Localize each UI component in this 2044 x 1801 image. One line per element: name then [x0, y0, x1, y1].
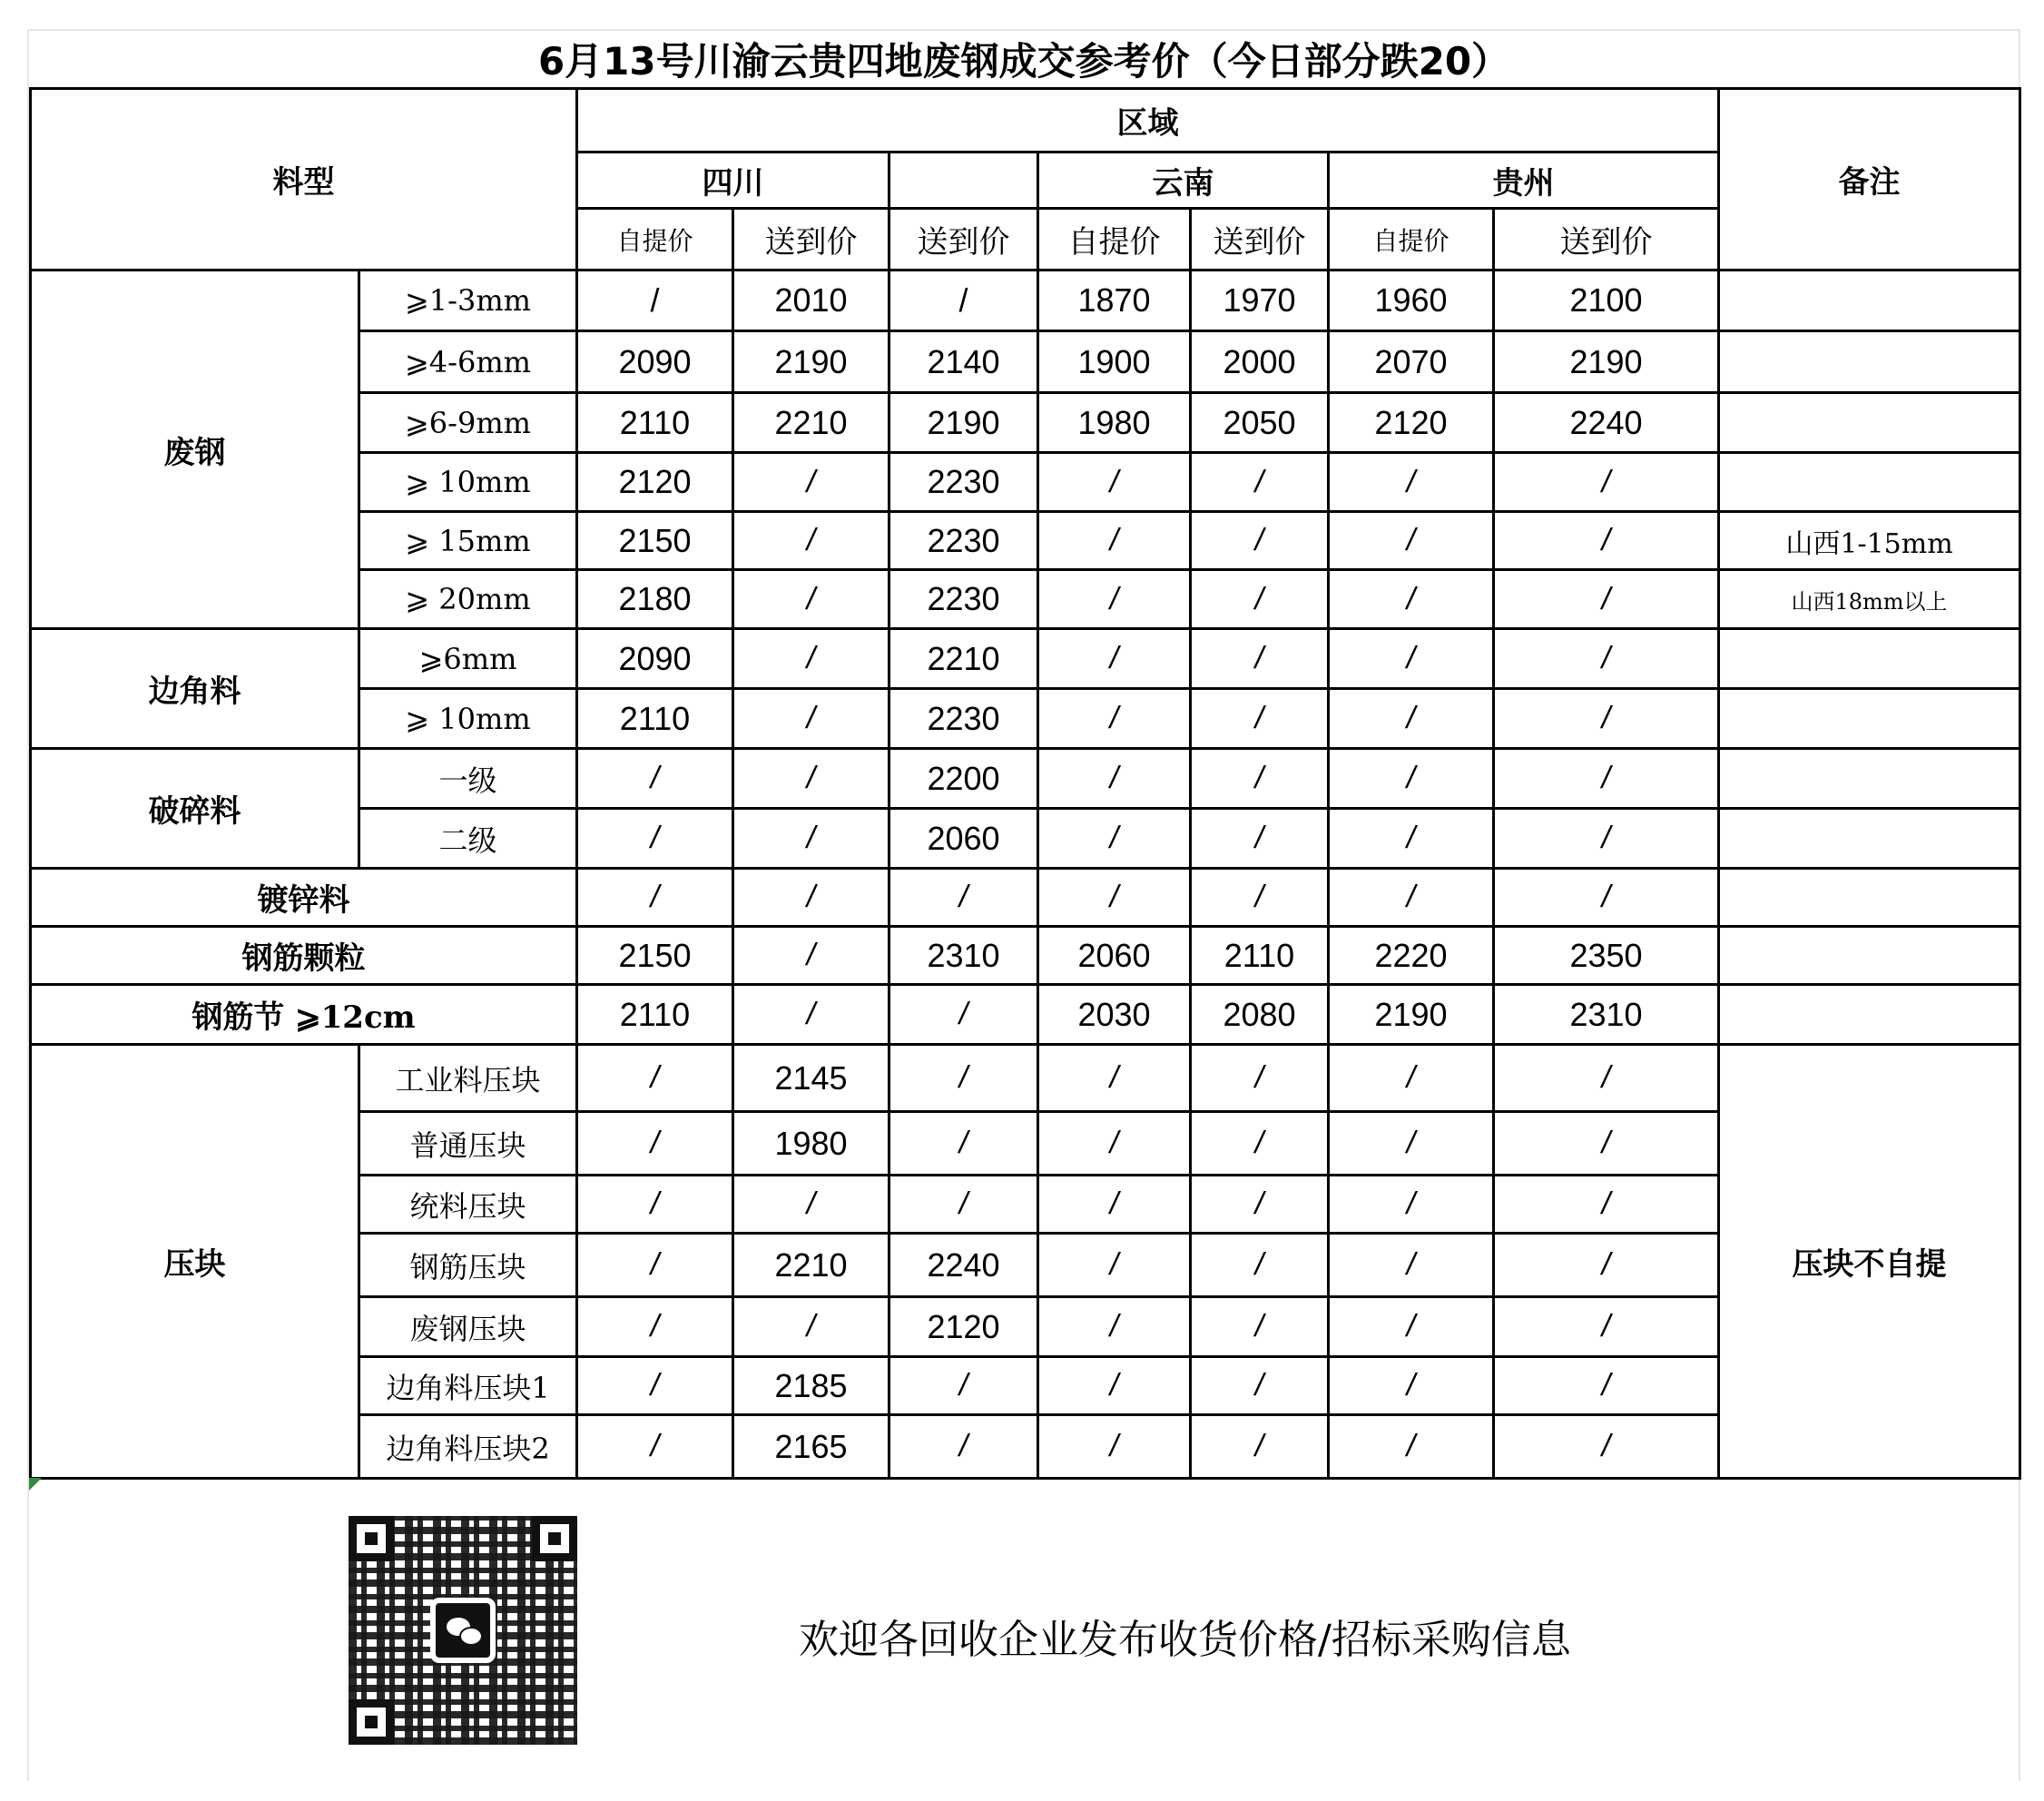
- price-cell: 2150: [577, 927, 733, 985]
- row-note: [1719, 393, 2020, 453]
- table-row: [31, 869, 2020, 927]
- price-cell: /: [1494, 869, 1719, 927]
- category-bale: 压块: [31, 1045, 359, 1479]
- price-cell: 1900: [1038, 331, 1191, 393]
- price-cell: 2070: [1329, 331, 1494, 393]
- price-cell: /: [889, 1357, 1038, 1415]
- price-cell: /: [733, 749, 889, 809]
- row-spec: 工业料压块: [359, 1045, 577, 1112]
- price-cell: /: [577, 869, 733, 927]
- header-sichuan-pickup: 自提价: [577, 209, 733, 271]
- header-sichuan-delivered: 送到价: [733, 209, 889, 271]
- row-note: [1719, 869, 2020, 927]
- row-spec: ⩾6mm: [359, 629, 577, 689]
- price-cell: 2100: [1494, 271, 1719, 331]
- price-cell: 2165: [733, 1415, 889, 1479]
- price-cell: /: [577, 1176, 733, 1234]
- row-spec: ⩾1-3mm: [359, 271, 577, 331]
- price-cell: 2110: [577, 393, 733, 453]
- price-cell: /: [577, 1234, 733, 1297]
- row-spec: ⩾ 10mm: [359, 689, 577, 749]
- price-cell: 2230: [889, 453, 1038, 512]
- price-cell: /: [733, 689, 889, 749]
- price-cell: /: [577, 809, 733, 869]
- table-row: [31, 749, 2020, 809]
- price-cell: /: [733, 869, 889, 927]
- price-cell: 2000: [1191, 331, 1329, 393]
- header-guizhou-pickup: 自提价: [1329, 209, 1494, 271]
- price-cell: /: [1191, 749, 1329, 809]
- price-cell: /: [733, 512, 889, 570]
- row-spec: ⩾6-9mm: [359, 393, 577, 453]
- price-cell: 2210: [733, 393, 889, 453]
- price-cell: /: [1038, 570, 1191, 629]
- header-guizhou: 贵州: [1329, 153, 1719, 209]
- row-note: [1719, 809, 2020, 869]
- price-cell: 2310: [1494, 985, 1719, 1045]
- price-cell: /: [1038, 1297, 1191, 1357]
- row-note: [1719, 749, 2020, 809]
- price-cell: /: [1191, 1176, 1329, 1234]
- row-spec: ⩾ 15mm: [359, 512, 577, 570]
- price-cell: 1980: [733, 1112, 889, 1176]
- price-cell: /: [1038, 512, 1191, 570]
- price-cell: /: [733, 629, 889, 689]
- price-cell: /: [1191, 809, 1329, 869]
- price-cell: /: [1038, 1176, 1191, 1234]
- price-cell: /: [1191, 1297, 1329, 1357]
- row-spec: ⩾ 10mm: [359, 453, 577, 512]
- header-material-type: 料型: [31, 89, 577, 271]
- header-sichuan: 四川: [577, 153, 889, 209]
- price-cell: /: [1329, 689, 1494, 749]
- price-cell: /: [1191, 570, 1329, 629]
- category-edge-material: 边角料: [31, 629, 359, 749]
- price-cell: 2120: [577, 453, 733, 512]
- price-cell: /: [1329, 512, 1494, 570]
- header-region: 区域: [577, 89, 1719, 153]
- page-title: 6月13号川渝云贵四地废钢成交参考价（今日部分跌20）: [537, 39, 1510, 84]
- price-cell: /: [1191, 629, 1329, 689]
- header-guizhou-delivered: 送到价: [1494, 209, 1719, 271]
- price-cell: 2060: [889, 809, 1038, 869]
- price-cell: /: [1191, 689, 1329, 749]
- price-cell: /: [1191, 512, 1329, 570]
- price-cell: /: [1038, 809, 1191, 869]
- price-cell: /: [1494, 453, 1719, 512]
- price-cell: /: [1038, 1415, 1191, 1479]
- price-cell: /: [1191, 869, 1329, 927]
- price-cell: /: [1494, 629, 1719, 689]
- price-cell: /: [733, 927, 889, 985]
- price-cell: /: [577, 1415, 733, 1479]
- price-cell: /: [1038, 1112, 1191, 1176]
- header-yunnan-delivered: 送到价: [1191, 209, 1329, 271]
- price-cell: 2180: [577, 570, 733, 629]
- price-cell: /: [1329, 1357, 1494, 1415]
- price-cell: /: [1191, 1415, 1329, 1479]
- price-cell: 2120: [1329, 393, 1494, 453]
- row-spec: 普通压块: [359, 1112, 577, 1176]
- price-cell: /: [1038, 453, 1191, 512]
- price-cell: /: [1191, 1045, 1329, 1112]
- price-cell: /: [1329, 1045, 1494, 1112]
- row-note: [1719, 271, 2020, 331]
- price-cell: /: [889, 985, 1038, 1045]
- price-cell: 2140: [889, 331, 1038, 393]
- qr-finder-top-left: [349, 1516, 394, 1561]
- price-cell: /: [1329, 1234, 1494, 1297]
- footer-message: 欢迎各回收企业发布收货价格/招标采购信息: [799, 1617, 1571, 1663]
- price-cell: 2010: [733, 271, 889, 331]
- header-remarks: 备注: [1719, 89, 2020, 271]
- price-cell: 2230: [889, 512, 1038, 570]
- row-spec: 钢筋压块: [359, 1234, 577, 1297]
- row-spec: ⩾ 20mm: [359, 570, 577, 629]
- price-cell: /: [1038, 629, 1191, 689]
- header-blank-region: [889, 153, 1038, 209]
- price-cell: 2310: [889, 927, 1038, 985]
- category-galvanized: 镀锌料: [31, 869, 577, 927]
- price-cell: /: [733, 1176, 889, 1234]
- price-cell: /: [889, 1045, 1038, 1112]
- category-rebar-section: 钢筋节 ⩾12cm: [31, 985, 577, 1045]
- price-cell: /: [1494, 809, 1719, 869]
- price-cell: /: [1038, 1357, 1191, 1415]
- price-cell: /: [1191, 1357, 1329, 1415]
- category-crushed: 破碎料: [31, 749, 359, 869]
- row-spec: 统料压块: [359, 1176, 577, 1234]
- price-cell: 2230: [889, 689, 1038, 749]
- price-cell: 2150: [577, 512, 733, 570]
- price-cell: 2185: [733, 1357, 889, 1415]
- header-col3-delivered: 送到价: [889, 209, 1038, 271]
- row-note: [1719, 927, 2020, 985]
- price-cell: /: [1329, 629, 1494, 689]
- price-cell: /: [1494, 1112, 1719, 1176]
- qr-finder-top-right: [532, 1516, 577, 1561]
- price-cell: 2200: [889, 749, 1038, 809]
- price-cell: /: [1494, 689, 1719, 749]
- price-cell: 1980: [1038, 393, 1191, 453]
- row-note: [1719, 985, 2020, 1045]
- price-cell: /: [1038, 749, 1191, 809]
- price-cell: 2120: [889, 1297, 1038, 1357]
- price-cell: /: [889, 869, 1038, 927]
- price-cell: /: [1494, 1045, 1719, 1112]
- price-cell: /: [1494, 749, 1719, 809]
- wechat-qr-code-icon: [349, 1516, 577, 1745]
- price-cell: 2190: [733, 331, 889, 393]
- row-note: [1719, 331, 2020, 393]
- wechat-logo-icon: [430, 1598, 496, 1663]
- price-cell: 1960: [1329, 271, 1494, 331]
- price-cell: /: [733, 453, 889, 512]
- price-cell: 2110: [577, 689, 733, 749]
- price-cell: 2080: [1191, 985, 1329, 1045]
- price-cell: 2240: [1494, 393, 1719, 453]
- table-row: [31, 927, 2020, 985]
- price-cell: 2030: [1038, 985, 1191, 1045]
- row-spec: 废钢压块: [359, 1297, 577, 1357]
- price-cell: 2240: [889, 1234, 1038, 1297]
- row-spec: 二级: [359, 809, 577, 869]
- price-cell: /: [1329, 1297, 1494, 1357]
- price-cell: 2145: [733, 1045, 889, 1112]
- qr-finder-bottom-left: [349, 1699, 394, 1745]
- price-cell: /: [889, 1415, 1038, 1479]
- price-cell: 2060: [1038, 927, 1191, 985]
- table-row: [31, 629, 2020, 689]
- price-cell: /: [1191, 1234, 1329, 1297]
- price-cell: 2350: [1494, 927, 1719, 985]
- price-cell: /: [577, 1045, 733, 1112]
- price-cell: /: [1329, 869, 1494, 927]
- price-cell: /: [889, 1176, 1038, 1234]
- price-cell: /: [1191, 453, 1329, 512]
- price-cell: /: [733, 985, 889, 1045]
- price-cell: /: [1494, 1176, 1719, 1234]
- row-note: 山西18mm以上: [1719, 570, 2020, 629]
- price-cell: /: [577, 749, 733, 809]
- price-cell: 1870: [1038, 271, 1191, 331]
- price-cell: 2210: [889, 629, 1038, 689]
- table-row: [31, 271, 2020, 331]
- table-row: [31, 985, 2020, 1045]
- price-cell: /: [1494, 1415, 1719, 1479]
- price-cell: /: [577, 1297, 733, 1357]
- price-cell: /: [1038, 1234, 1191, 1297]
- chat-bubble-small: [459, 1627, 483, 1646]
- category-rebar-granules: 钢筋颗粒: [31, 927, 577, 985]
- price-cell: /: [1038, 869, 1191, 927]
- price-cell: 2190: [1329, 985, 1494, 1045]
- price-cell: /: [889, 271, 1038, 331]
- row-spec: 边角料压块2: [359, 1415, 577, 1479]
- price-cell: /: [889, 1112, 1038, 1176]
- row-spec: 一级: [359, 749, 577, 809]
- price-cell: 2090: [577, 331, 733, 393]
- header-yunnan: 云南: [1038, 153, 1329, 209]
- price-cell: 2220: [1329, 927, 1494, 985]
- price-cell: /: [1494, 1297, 1719, 1357]
- price-cell: /: [577, 271, 733, 331]
- price-cell: /: [1494, 1357, 1719, 1415]
- price-table: [29, 87, 2021, 1480]
- row-note: [1719, 689, 2020, 749]
- price-cell: /: [1329, 749, 1494, 809]
- category-scrap-steel: 废钢: [31, 271, 359, 629]
- price-cell: /: [1329, 453, 1494, 512]
- cell-comment-marker: [29, 1478, 42, 1491]
- row-note: [1719, 629, 2020, 689]
- price-cell: /: [577, 1112, 733, 1176]
- price-cell: 2090: [577, 629, 733, 689]
- price-cell: /: [733, 570, 889, 629]
- price-cell: /: [1329, 570, 1494, 629]
- price-cell: 2050: [1191, 393, 1329, 453]
- row-spec: ⩾4-6mm: [359, 331, 577, 393]
- row-note: 山西1-15mm: [1719, 512, 2020, 570]
- price-cell: /: [1494, 512, 1719, 570]
- price-cell: /: [1038, 1045, 1191, 1112]
- price-cell: 2110: [1191, 927, 1329, 985]
- price-cell: 2110: [577, 985, 733, 1045]
- price-cell: /: [733, 1297, 889, 1357]
- row-spec: 边角料压块1: [359, 1357, 577, 1415]
- price-cell: 1970: [1191, 271, 1329, 331]
- bale-note: 压块不自提: [1719, 1045, 2020, 1479]
- price-cell: /: [1038, 689, 1191, 749]
- price-cell: 2190: [1494, 331, 1719, 393]
- row-note: [1719, 453, 2020, 512]
- price-cell: /: [1494, 570, 1719, 629]
- table-row: [31, 1045, 2020, 1112]
- price-cell: /: [1329, 1176, 1494, 1234]
- price-cell: 2210: [733, 1234, 889, 1297]
- header-yunnan-pickup: 自提价: [1038, 209, 1191, 271]
- price-cell: 2190: [889, 393, 1038, 453]
- price-cell: /: [733, 809, 889, 869]
- price-cell: /: [1329, 809, 1494, 869]
- price-cell: /: [1329, 1112, 1494, 1176]
- price-cell: 2230: [889, 570, 1038, 629]
- price-cell: /: [1494, 1234, 1719, 1297]
- price-cell: /: [1191, 1112, 1329, 1176]
- price-cell: /: [577, 1357, 733, 1415]
- price-cell: /: [1329, 1415, 1494, 1479]
